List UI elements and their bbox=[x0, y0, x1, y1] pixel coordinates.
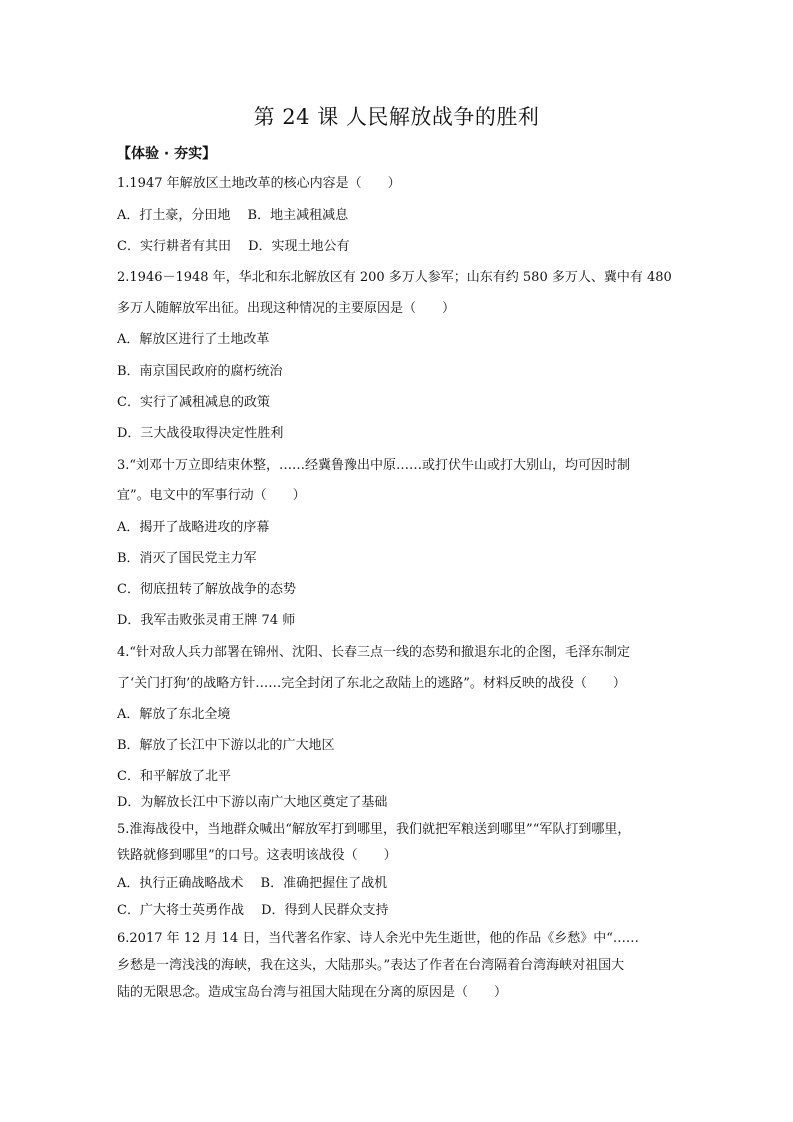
question-4-option-c: C．和平解放了北平 bbox=[117, 769, 231, 784]
question-3-stem-line2: 宜”。电文中的军事行动（ ） bbox=[117, 488, 306, 503]
question-6-stem-line1: 6.2017 年 12 月 14 日，当代著名作家、诗人余光中先生逝世，他的作品《乡愁》中“…… bbox=[117, 931, 639, 946]
page-title: 第 24 课 人民解放战争的胜利 bbox=[253, 105, 540, 129]
question-2-stem-line1: 2.1946－1948 年，华北和东北解放区有 200 多万人参军；山东有约 580 多万人、冀中有 480 bbox=[117, 270, 672, 285]
question-4-stem-line1: 4.“针对敌人兵力部署在锦州、沈阳、长春三点一线的态势和撤退东北的企图，毛泽东制定 bbox=[117, 645, 631, 660]
question-3-option-a: A．揭开了战略进攻的序幕 bbox=[117, 520, 270, 535]
question-5-stem-line1: 5.淮海战役中，当地群众喊出“解放军打到哪里，我们就把军粮送到哪里”“军队打到哪里， bbox=[117, 822, 631, 837]
question-4-stem-line2: 了‘关门打狗’的战略方针……完全封闭了东北之敌陆上的逃路”。材料反映的战役（ ） bbox=[117, 676, 626, 691]
question-1-options-cd: C．实行耕者有其田 D．实现土地公有 bbox=[117, 239, 350, 254]
question-4-option-d: D．为解放长江中下游以南广大地区奠定了基础 bbox=[117, 795, 388, 810]
question-2-option-b: B．南京国民政府的腐朽统治 bbox=[117, 364, 283, 379]
question-3-option-d: D．我军击败张灵甫王牌 74 师 bbox=[117, 613, 296, 628]
question-2-option-c: C．实行了减租减息的政策 bbox=[117, 395, 270, 410]
section-heading: 【体验 · 夯实】 bbox=[117, 146, 217, 162]
question-5-options-cd: C．广大将士英勇作战 D．得到人民群众支持 bbox=[117, 903, 389, 918]
question-6-stem-line2: 乡愁是一湾浅浅的海峡，我在这头，大陆那头。”表达了作者在台湾隔着台湾海峡对祖国大 bbox=[117, 958, 625, 973]
question-2-option-a: A．解放区进行了土地改革 bbox=[117, 332, 270, 347]
question-1-options-ab: A．打土豪，分田地 B．地主减租减息 bbox=[117, 208, 349, 223]
question-2-stem-line2: 多万人随解放军出征。出现这种情况的主要原因是（ ） bbox=[117, 301, 456, 316]
question-5-options-ab: A．执行正确战略战术 B．准确把握住了战机 bbox=[117, 876, 388, 891]
question-2-option-d: D．三大战役取得决定性胜利 bbox=[117, 426, 284, 441]
question-5-stem-line2: 铁路就修到哪里”的口号。这表明该战役（ ） bbox=[117, 848, 397, 863]
question-3-stem-line1: 3.“刘邓十万立即结束休整，……经冀鲁豫出中原……或打伏牛山或打大别山，均可因时制 bbox=[117, 458, 631, 473]
question-4-option-b: B．解放了长江中下游以北的广大地区 bbox=[117, 738, 335, 753]
question-1-stem: 1.1947 年解放区土地改革的核心内容是（ ） bbox=[117, 176, 401, 191]
question-3-option-c: C．彻底扭转了解放战争的态势 bbox=[117, 582, 296, 597]
question-4-option-a: A．解放了东北全境 bbox=[117, 707, 231, 722]
question-6-stem-line3: 陆的无限思念。造成宝岛台湾与祖国大陆现在分离的原因是（ ） bbox=[117, 985, 508, 1000]
question-3-option-b: B．消灭了国民党主力军 bbox=[117, 551, 257, 566]
